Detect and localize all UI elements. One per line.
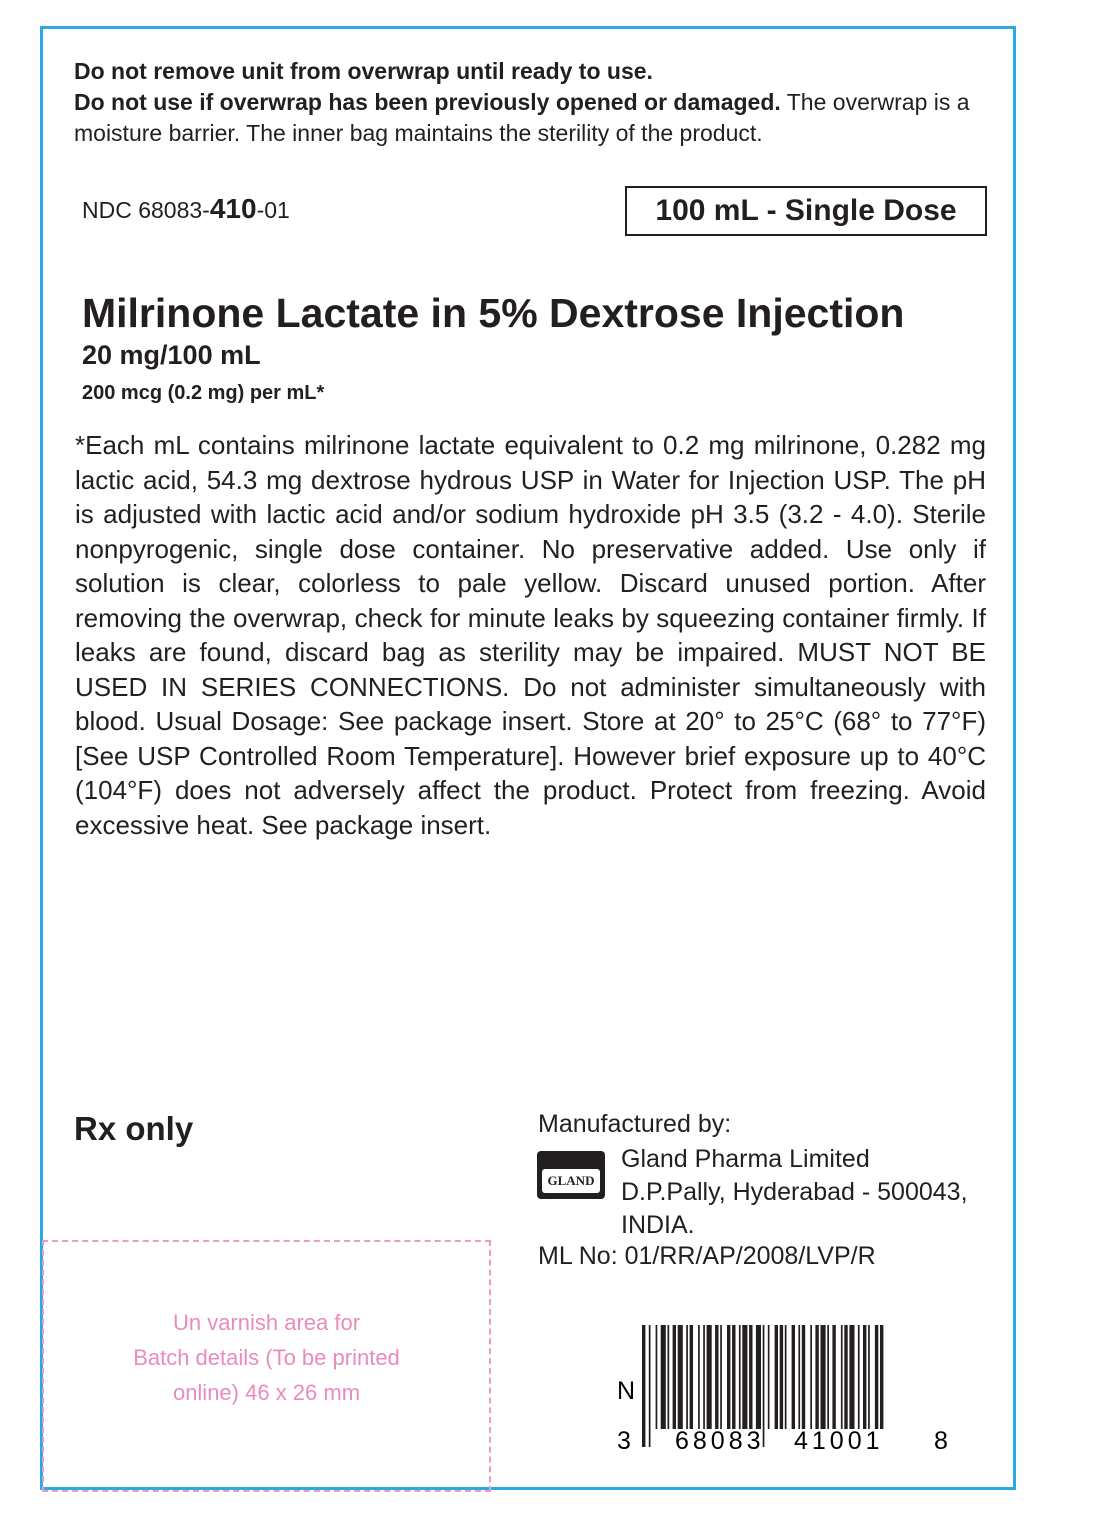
barcode-bar [715, 1325, 718, 1429]
barcode-bar [642, 1325, 645, 1447]
barcode-bar [649, 1325, 651, 1447]
ndc-code [82, 193, 290, 225]
barcode-prefix-top: N [617, 1377, 636, 1405]
barcode-bar [785, 1325, 787, 1429]
barcode-bar [841, 1325, 843, 1429]
ndc-product: 410 [209, 193, 257, 224]
ndc-suffix: -01 [256, 197, 290, 223]
manufacturer-address-2: INDIA. [621, 1211, 695, 1239]
barcode-bar [703, 1325, 705, 1429]
manufacturer-address-1: D.P.Pally, Hyderabad - 500043, [621, 1178, 968, 1206]
barcode-bar [827, 1325, 829, 1429]
warning-line-2-rest: The overwrap is a moisture barrier. The inner bag maintains the sterility of the product. [74, 89, 970, 146]
barcode-bar [858, 1325, 860, 1429]
barcode-bar [749, 1325, 752, 1429]
barcode-group-1: 68083 [675, 1427, 765, 1455]
barcode-prefix-bottom: 3 [617, 1427, 631, 1455]
barcode-bar [727, 1325, 730, 1429]
barcode-bar [707, 1325, 712, 1429]
barcode-check: 8 [934, 1427, 948, 1455]
barcode-bar [768, 1325, 770, 1429]
manufacturer-address [621, 1143, 968, 1242]
barcode-bar [661, 1325, 666, 1429]
product-name: Milrinone Lactate in 5% Dextrose Injection [82, 290, 905, 336]
barcode-bar [656, 1325, 658, 1429]
barcode-bar [742, 1325, 747, 1429]
product-strength: 20 mg/100 mL [82, 340, 261, 370]
barcode-bar [792, 1325, 795, 1429]
rx-only: Rx only [74, 1110, 194, 1147]
barcode-bar [863, 1325, 866, 1429]
barcode-bar [821, 1325, 826, 1429]
barcode-bar [815, 1325, 818, 1429]
manufactured-by-label: Manufactured by: [538, 1110, 732, 1138]
warning-line-2: Do not use if overwrap has been previously opened or damaged. [74, 89, 781, 115]
barcode-bar [739, 1325, 741, 1429]
unvarnish-line-1: Un varnish area for [172, 1310, 361, 1335]
gland-logo [537, 1151, 605, 1199]
warning-line-1: Do not remove unit from overwrap until ready to use. [74, 58, 653, 84]
unvarnish-text [42, 1305, 491, 1410]
barcode-bar [720, 1325, 722, 1429]
barcode-bar [732, 1325, 735, 1429]
unvarnish-line-3: online) 46 x 26 mm [172, 1380, 361, 1405]
barcode-bar [775, 1325, 778, 1429]
single-dose-box: 100 mL - Single Dose [625, 186, 987, 236]
barcode-bar [875, 1325, 878, 1429]
barcode-bar [678, 1325, 683, 1429]
overwrap-warning [74, 56, 1004, 149]
product-concentration: 200 mcg (0.2 mg) per mL* [82, 382, 325, 404]
ndc-prefix: NDC 68083- [82, 197, 210, 223]
barcode-bar [802, 1325, 805, 1429]
gland-logo-text: GLAND [542, 1169, 600, 1193]
barcode-bar [686, 1325, 688, 1429]
barcode-group-2: 41001 [794, 1427, 884, 1455]
product-description: *Each mL contains milrinone lactate equivalent to 0.2 mg milrinone, 0.282 mg lactic acid, 54.3 mg dextrose hydrous USP in Water for Injection USP. The pH is adjusted with lactic acid and/or sodium hydroxide pH 3.5 (3.2 - 4.0). Sterile nonpyrogenic, single dose container. No preservative added. Use only if solution is clear, colorless to pale yellow. Discard unused portion. After removing the overwrap, check for minute leaks by squeezing container firmly. If leaks are found, discard bag as sterility may be impaired. MUST NOT BE USED IN SERIES CONNECTIONS. Do not administer simultaneously with blood. Usual Dosage: See package insert. Store at 20° to 25°C (68° to 77°F) [See USP Controlled Room Temperature]. However brief exposure up to 40°C (104°F) does not adversely affect the product. Protect from freezing. Avoid excessive heat. See package insert. [75, 430, 986, 840]
barcode-bar [798, 1325, 800, 1429]
barcode-bar [832, 1325, 835, 1429]
barcode [617, 1325, 957, 1455]
barcode-bar [780, 1325, 783, 1429]
barcode-bar [698, 1325, 700, 1429]
barcode-bar [668, 1325, 670, 1429]
barcode-bar [810, 1325, 812, 1429]
barcode-bar [844, 1325, 847, 1429]
barcode-bar [880, 1325, 883, 1429]
manufacturer-name: Gland Pharma Limited [621, 1145, 870, 1173]
unvarnish-line-2: Batch details (To be printed [133, 1345, 400, 1370]
barcode-bar [868, 1325, 870, 1429]
barcode-bar [849, 1325, 854, 1429]
ml-number: ML No: 01/RR/AP/2008/LVP/R [538, 1242, 876, 1270]
barcode-bar [690, 1325, 693, 1429]
barcode-bar [756, 1325, 761, 1429]
barcode-bar [673, 1325, 676, 1429]
